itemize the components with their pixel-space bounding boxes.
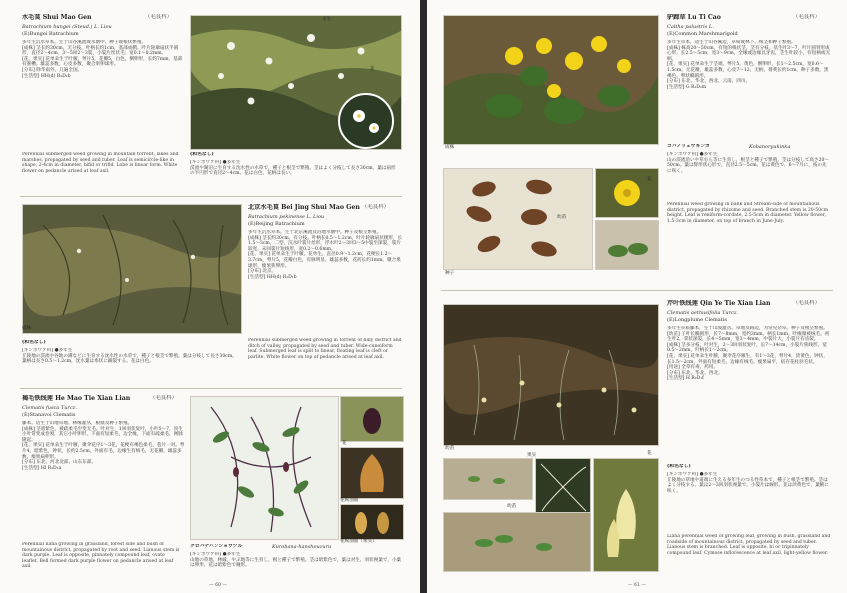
japanese-latin: Kurobana-hanshouzuru: [272, 544, 332, 550]
right-page: [427, 0, 847, 593]
latin-name: Caltha palustris L.: [667, 24, 714, 30]
species-title: 水毛茛 Shui Mao Gen: [22, 14, 92, 21]
family-label: （毛茛科）: [793, 300, 820, 306]
section-divider: [20, 388, 402, 389]
section-divider: [441, 290, 833, 291]
photo-caption: 水生: [322, 17, 332, 22]
photo-fruit-section: [340, 504, 404, 540]
english-name: (E)Stanavoi Clematis: [22, 412, 76, 418]
species-title: 褐毛铁线莲 He Mao Tie Xian Lian: [22, 395, 131, 402]
photo-caption: 花: [370, 67, 375, 72]
photo-clematis-vine: [190, 396, 339, 540]
japanese-name: クロバナハンショウヅル: [190, 544, 243, 549]
photo-caption: 花纵剖面（果实）: [340, 539, 377, 544]
japanese-latin: Kobanoryukinka: [749, 144, 791, 150]
species-title: 北京水毛茛 Bei Jing Shui Mao Gen: [248, 204, 360, 211]
species-description: 藤本。适生于山地草地、林缘灌丛，根蘖及种子繁殖。 [成株] 茎暗紫色，被疏柔毛至变无毛。叶对生，1回羽状复叶，小叶5～7，顶生小叶常变成卷须，其它小叶卵形，下面有短柔毛，边全缘，下面有疏柔毛，网脉隆起。 [花、果实] 花单朵生于叶腋，聚伞花序1～3花，花梗有褐色柔毛，苞片一对。萼片4，暗紫色，钟状，长约2.5cm，外面有毛，边缘生有绒毛，无花瓣，雄蕊多数，瘦果扁卵形。 [分布] 东北、河北北部、山东东部。 [生活型] Hl R₂D₁a: [22, 421, 185, 471]
photo-caption: 幼苗: [445, 446, 455, 451]
species-title: 芹叶铁线莲 Qin Ye Tie Xian Lian: [667, 300, 771, 307]
family-label: （毛茛科）: [362, 204, 389, 210]
photo-caption: 果实: [527, 453, 537, 458]
photo-flower-section: [340, 447, 404, 499]
left-page: [0, 0, 420, 593]
photo-seedling: [595, 220, 659, 270]
english-name: (E)Beijing Batrachium: [248, 221, 305, 227]
japanese-name: (和名なし): [22, 340, 46, 345]
japanese-description: [キンポウゲ科] ●多年生 丘陵地の渓流や谷地の溝などに生育する沈水性の水草で，種子と根茎で繁殖。葉は分枝して長さ30cm。葉柄は長さ0.5～1.2cm，沈水葉は糸状に細裂する。花は白色。: [22, 348, 237, 365]
photo-flower: [340, 396, 404, 442]
family-label: （毛茛科）: [150, 395, 177, 401]
english-name: (E)Bungei Batrachium: [22, 31, 79, 37]
latin-name: Batrachium pekinense L. Liou: [248, 214, 325, 220]
english-name: (E)Common Marshmarigold: [667, 31, 738, 37]
japanese-description: [キンポウゲ科] ●多年生 山地の草地，林縁，やぶ地等に生育し，根と種子で繁殖。茎は暗紫色で，葉は対生，羽状複葉で，小葉は卵形。花は暗紫色で鐘形。: [190, 552, 402, 569]
latin-name: Clematis fusca Turcz.: [22, 405, 77, 411]
species-description: 多年生草本，适生于山谷溪边，草甸或林下，根茎和种子繁殖。 [成株] 株高20～50cm，有短的根状茎，茎有分枝。基生叶3～7，叶片圆肾形或心形，长2.5～5cm，宽3～9cm，全缘或边缘具牙齿，茎生叶较小，有短柄或无柄。 [花、果实] 花单朵生于茎端，萼片5，黄色，倒卵形，长1～2.5cm，宽0.6～1.5cm，无花瓣，雄蕊多数，心皮7～12，无柄，蓇葖长约1cm，种子多数，黑褐色，卵状椭圆形。 [分布] 东北、华北、西北、云南、四川。 [生活型] G R₁D₁m: [667, 40, 831, 90]
book-gutter: [420, 0, 427, 593]
japanese-description: [キンポウゲ科] ●多年生 山の渓流沿いや草むら等に生育し，根茎と種子で繁殖。茎は分枝して高さ20～50cm。葉は腎形状心形で，直径2.5～5cm。花は黄色で，6～7月に，枝の先に咲く。: [667, 152, 830, 174]
photo-caption: 花纵剖面: [340, 498, 359, 503]
photo-beijing-batrachium: [22, 204, 242, 334]
japanese-description: [キンポウゲ科] ●多年生 丘陵地の草地や道端に生える多年生のつる性草本で，種子と根茎で繁殖。茎はよく分枝する。葉は2～3回羽状複葉で，小裂片は線形。花は淡黄色で，葉腋に咲く。: [667, 472, 829, 494]
photo-caption: 成株: [445, 145, 455, 150]
section-divider: [20, 196, 402, 197]
photo-water-plant: [190, 15, 402, 150]
photo-longplume-clematis: [443, 304, 659, 446]
photo-marsh-marigold: [443, 15, 659, 145]
photo-seedling: [443, 512, 591, 572]
species-description: 多年生草质藤本，生于山坡灌丛、草地及路边，为常见杂草。种子及根茎繁殖。 [幼苗] 子叶长椭圆形，长7～8mm，宽约3mm，柄长1mm。叶缘微被绒毛。初生叶2，掌状深裂，长4～5mm，宽3～4mm，中裂片大，小裂片有齿裂。 [成株] 茎多分枝，叶对生，2～3回羽状复叶，长7～14cm，小裂片狭线形，宽0.5～2mm，叶柄长1～2cm。 [花、果实] 花单朵生叶腋，聚伞花序腋生，有1～3花，萼片4，淡黄色，钟状，长1.5～2cm，外面有短柔毛，边缘有绒毛。瘦果扁平，宿存花柱羽毛状。 [用途] 全草有毒，药用。 [分布] 东北、华北、西北。 [生活型] H R₂D₁f: [667, 326, 830, 382]
japanese-description: [キンポウゲ科] ●多年生 渓流や湖沼に生育する沈水性の水草で，種子と根茎で繁殖。茎はよく分枝して長さ30cm。葉は扇形の半円形で直径2～4cm。花は白色，花柄は長い。: [190, 160, 396, 177]
page-number: — 61 —: [628, 583, 646, 588]
english-description: Liana perennial weed of growing leaf, growing in bush, grassland and roadside of mountainous district, propagated by seed and tuber. Lianous stem is branched. Leaf is opposite, bi or tripinnately compound leaf. Cymose inflorescence at leaf axil, light-yellow flower.: [667, 534, 831, 556]
english-name: (E)Longplume Clematis: [667, 317, 727, 323]
english-description: Perennial submerged weed growing in torrent of hilly district and ditch of valley, propagated by seed and tuber. Wide-cuneiform leaf. Submerged leaf is split to linear, floating leaf is cleft or parlite. White flower on top of pedancle arised at leaf axil.: [248, 338, 402, 360]
photo-caption: 花: [647, 451, 652, 456]
latin-name: Clematis aethusifolia Turcz.: [667, 310, 739, 316]
japanese-name: (和名なし): [190, 152, 214, 157]
photo-caption: 幼苗: [507, 504, 517, 509]
photo-fruit: [535, 458, 591, 516]
photo-caption: 花: [342, 441, 347, 446]
species-title: 驴蹄草 Lu Ti Cao: [667, 14, 721, 21]
photo-seedling: [443, 458, 533, 500]
photo-flower: [593, 458, 659, 572]
english-description: Perennial submerged weed growing in mountain torrent, lakes and marshes, propagated by seed and tuber. Leaf is semicircle-like in shape, 2-4cm in diameter, bifid or trifid. Lobe is linear form. White flower on pedancle arised at leaf axil.: [22, 152, 179, 174]
photo-caption: 幼苗: [557, 215, 567, 220]
photo-caption: 成株: [22, 326, 32, 331]
family-label: （毛茛科）: [793, 14, 820, 20]
photo-caption: 种子: [445, 271, 455, 276]
photo-seeds: [443, 168, 593, 270]
family-label: （毛茛科）: [145, 14, 172, 20]
english-description: Perennial liana growing in grassland, forest side and bush of mountainous district, propagated by root and seed. Lianous stem is dark purple. Leaf is opposite, pinnately compound leaf, ovate leaflet. Bell formed dark purple flower on pedancle arised at leaf axil.: [22, 542, 180, 570]
english-description: Perennial weed growing in bank and Stream-side of mountainous district, propagated by rhizome and seed. Branched stem is 20-50cm height. Leaf is reniform-cordate, 2.5-5cm in diameter. Yellow flower, 1.5-3cm in diameter, on top of branch in June-July.: [667, 202, 829, 224]
page-number: — 60 —: [209, 583, 227, 588]
japanese-name: コバノリュウキンカ: [667, 144, 710, 149]
species-description: 多年生沉水草本。生于北京溪流及沼地水塘中。种子及根茎繁殖。 [成株] 茎长约30cm，有分枝。叶柄长0.5～1.2cm，叶片轮廓扇状楔形，长1.5～3cm，二型，沉水叶裂片丝形，浮水叶2～3回3～5中裂至深裂，裂片较宽，末回裂片短线形，宽0.2～0.6mm。 [花、果实] 花单朵生于叶腋，花单生，直径0.9～1.2cm，花梗长1.2～3.7cm，萼片5，花瓣白色，有脉明显。雄蕊多数，花药长约1mm。聚合果球形，瘦果狭卵形。 [分布] 北京。 [生活型] HH(d) R₁D₁b: [248, 230, 403, 280]
japanese-name: (和名なし): [667, 464, 691, 469]
species-description: 多年生沉水草本。生于山谷溪流或水塘中。种子或根状繁殖。 [成株] 茎长约30cm，无分枝。叶柄长约1cm，基部成鞘。叶片轮廓扇状半圆形，直径2～4cm，3～5回2～3裂，小裂片丝状毛；宽0.1～0.2mm。 [花、果实] 花单朵生于叶腋，萼片5，花瓣5，白色，倒卵形，长约7mm，基部有蜜槽。雄蕊多数，心皮多数，聚合果卵球形。 [分布] 除华南外，几遍全国。 [生活型] HH(d) R₃D₁b: [22, 40, 183, 79]
photo-caption: 花: [647, 177, 652, 182]
latin-name: Batrachium bungei (Steud.) L. Liou: [22, 24, 112, 30]
